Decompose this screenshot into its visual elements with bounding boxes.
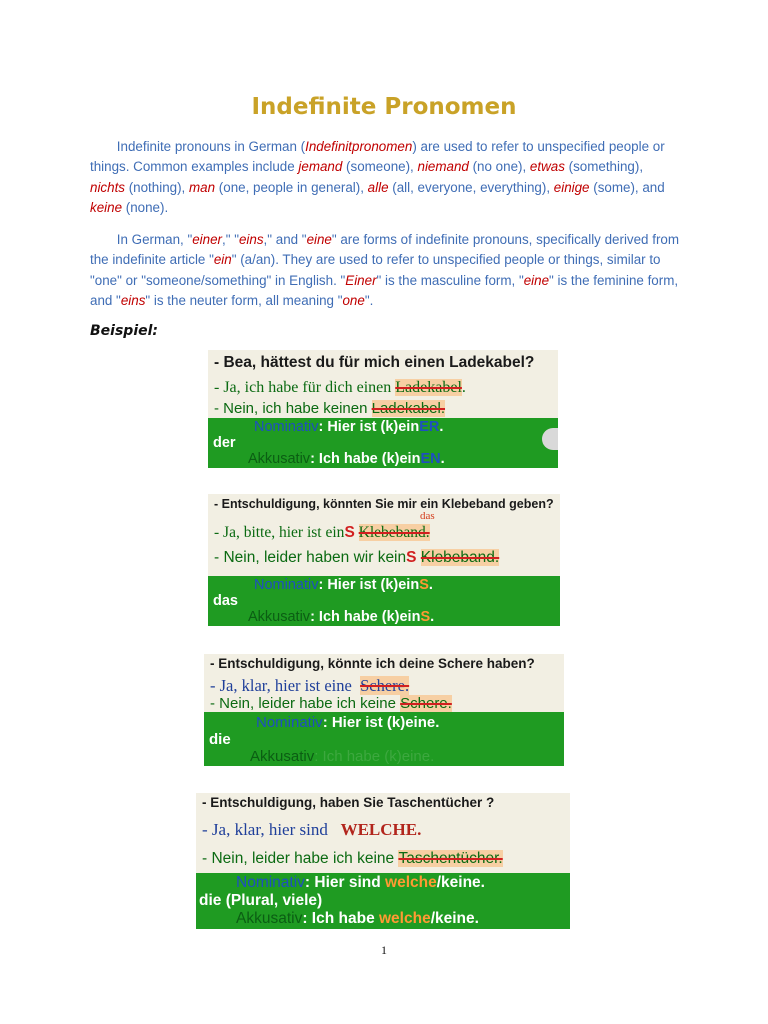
grammar-box (196, 873, 570, 929)
card-no-line: - Nein, leider habe ich keine Schere. (210, 695, 452, 712)
example-card-der (208, 350, 558, 468)
example-heading: Beispiel: (90, 323, 159, 339)
example-card-plural (196, 793, 570, 929)
card-yes-line: - Ja, klar, hier sind WELCHE. (202, 820, 422, 839)
forms-paragraph: In German, "einer," "eins," and "eine" are forms of indefinite pronouns, specifically derived from the indefinite article "ein" (a/an). They are used to refer to unspecified people or things, similar to "one" or "someone/something" in English. "Einer" is the masculine form, "eine" is the feminine form, and "eins" is the neuter form, all meaning "one". (90, 232, 680, 308)
scroll-pill (542, 428, 558, 450)
akkusativ-line: Akkusativ: Ich habe (k)einEN. (248, 451, 445, 467)
gender-label: die (Plural, viele) (199, 892, 323, 909)
akkusativ-line: Akkusativ: Ich habe (k)eine. (250, 748, 435, 765)
nominativ-line: Nominativ: Hier ist (k)einER. (254, 419, 444, 435)
card-yes-line: - Ja, klar, hier ist eine Schere. (210, 676, 410, 695)
grammar-box (204, 712, 564, 766)
card-no-line: - Nein, ich habe keinen Ladekabel. (214, 400, 446, 417)
card-yes-line: - Ja, bitte, hier ist einS Klebeband. (214, 524, 430, 541)
card-yes-line: - Ja, ich habe für dich einen Ladekabel. (214, 379, 466, 396)
card-question: - Entschuldigung, haben Sie Taschentücher ? (202, 795, 495, 810)
akkusativ-line: Akkusativ: Ich habe welche/keine. (236, 910, 479, 927)
nominativ-line: Nominativ: Hier sind welche/keine. (236, 874, 485, 891)
card-no-line: - Nein, leider haben wir keinS Klebeband. (214, 549, 500, 566)
card-question: - Bea, hättest du für mich einen Ladekabel? (214, 354, 535, 371)
card-question: - Entschuldigung, könnte ich deine Schere haben? (210, 656, 535, 671)
gender-label: das (213, 593, 238, 609)
example-card-die (204, 654, 564, 766)
card-question: - Entschuldigung, könnten Sie mir ein Klebeband geben? (214, 497, 554, 511)
page-title: Indefinite Pronomen (251, 94, 517, 120)
card-no-line: - Nein, leider habe ich keine Taschentücher. (202, 850, 503, 867)
grammar-box (208, 576, 560, 626)
gender-label: die (209, 731, 231, 748)
card-annotation: das (420, 510, 435, 522)
intro-paragraph: Indefinite pronouns in German (Indefinitpronomen) are used to refer to unspecified people or things. Common examples include jemand (someone), niemand (no one), etwas (something), nichts (nothing), man (one, people in general), alle (all, everyone, everything), einige (some), and keine (none). (90, 139, 665, 215)
grammar-box (208, 418, 558, 468)
example-card-das (208, 494, 560, 626)
page-number: 1 (381, 943, 387, 957)
akkusativ-line: Akkusativ: Ich habe (k)einS. (248, 609, 435, 625)
gender-label: der (213, 435, 236, 451)
nominativ-line: Nominativ: Hier ist (k)eine. (256, 714, 440, 731)
nominativ-line: Nominativ: Hier ist (k)einS. (254, 577, 433, 593)
